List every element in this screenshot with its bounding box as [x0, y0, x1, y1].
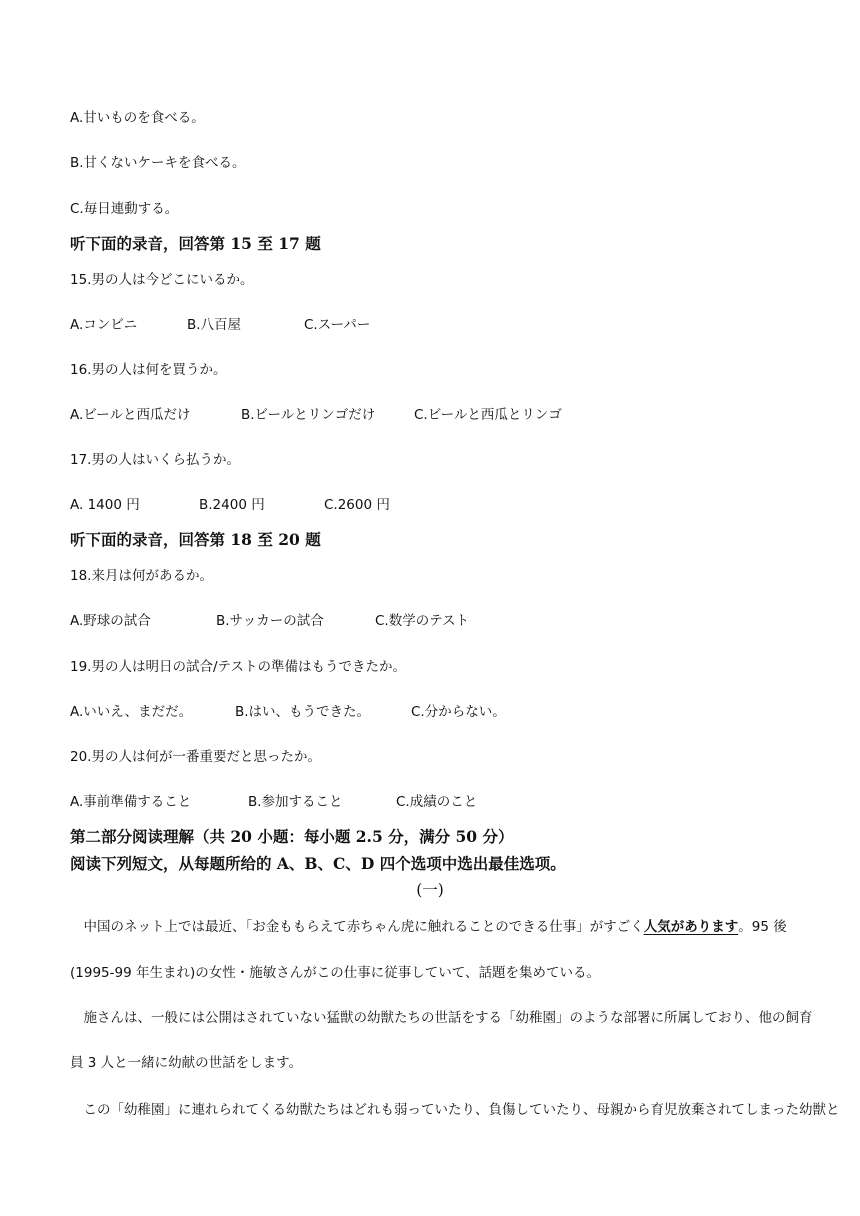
passage-paragraph-2-line-2: 員 3 人と一緒に幼献の世話をします。 — [70, 1055, 303, 1071]
q20-option-b: B.参加すること — [248, 794, 343, 810]
passage-underlined-phrase: 人気があります — [643, 919, 739, 935]
question-15-options — [70, 316, 370, 334]
passage-paragraph-1-line-2: (1995-99 年生まれ)の女性・施敏さんがこの仕事に従事していて、話題を集めている。 — [70, 965, 600, 981]
q19-option-b: B.はい、もうできた。 — [235, 704, 371, 720]
question-16: 16.男の人は何を買うか。 — [70, 362, 227, 378]
q16-option-a: A.ビールと西瓜だけ — [70, 407, 191, 423]
q14-option-b: B.甘くないケーキを食べる。 — [70, 155, 246, 171]
q19-option-a: A.いいえ、まだだ。 — [70, 704, 193, 720]
q17-option-c: C.2600 円 — [324, 497, 390, 513]
q19-option-c: C.分からない。 — [411, 704, 506, 720]
q17-option-b: B.2400 円 — [199, 497, 265, 513]
passage-p1-text-start: 中国のネット上では最近、「お金ももらえて赤ちゃん虎に触れることのできる仕事」がすごく — [70, 919, 644, 935]
q16-option-b: B.ビールとリンゴだけ — [241, 407, 376, 423]
question-17-options — [70, 496, 390, 514]
q14-option-c: C.毎日連動する。 — [70, 201, 179, 217]
q15-option-a: A.コンビニ — [70, 317, 138, 333]
question-17: 17.男の人はいくら払うか。 — [70, 452, 240, 468]
section-heading-15-17: 听下面的录音，回答第 15 至 17 题 — [70, 234, 321, 253]
question-20: 20.男の人は何が一番重要だと思ったか。 — [70, 749, 321, 765]
passage-paragraph-1-line-1 — [70, 918, 787, 936]
q15-option-b: B.八百屋 — [187, 317, 242, 333]
passage-p1-text-end: 。95 後 — [738, 919, 787, 935]
question-15: 15.男の人は今どこにいるか。 — [70, 272, 254, 288]
passage-paragraph-2-line-1: 施さんは、一般には公開はされていない猛獣の幼獣たちの世話をする「幼稚園」のような部署に所属しており、他の飼育 — [70, 1010, 813, 1026]
q18-option-b: B.サッカーの試合 — [216, 613, 324, 629]
section-heading-18-20: 听下面的录音，回答第 18 至 20 题 — [70, 530, 321, 549]
question-18-options — [70, 612, 469, 630]
q18-option-a: A.野球の試合 — [70, 613, 151, 629]
passage-label: (一) — [416, 881, 444, 899]
question-20-options — [70, 793, 477, 811]
q20-option-a: A.事前準備すること — [70, 794, 192, 810]
q16-option-c: C.ビールと西瓜とリンゴ — [414, 407, 562, 423]
q18-option-c: C.数学のテスト — [375, 613, 470, 629]
part2-title: 第二部分阅读理解（共 20 小题：每小题 2.5 分，满分 50 分） — [70, 827, 514, 846]
question-16-options — [70, 406, 562, 424]
question-19: 19.男の人は明日の試合/テストの準備はもうできたか。 — [70, 659, 406, 675]
q20-option-c: C.成績のこと — [396, 794, 478, 810]
part2-instruction: 阅读下列短文，从每题所给的 A、B、C、D 四个选项中选出最佳选项。 — [70, 854, 566, 873]
q17-option-a: A. 1400 円 — [70, 497, 140, 513]
q15-option-c: C.スーパー — [304, 317, 371, 333]
question-18: 18.来月は何があるか。 — [70, 568, 213, 584]
q14-option-a: A.甘いものを食べる。 — [70, 110, 205, 126]
question-19-options — [70, 703, 506, 721]
passage-paragraph-3-line-1: この「幼稚園」に連れられてくる幼獣たちはどれも弱っていたり、負傷していたり、母親から育児放棄されてしまった幼獣と — [70, 1102, 840, 1118]
